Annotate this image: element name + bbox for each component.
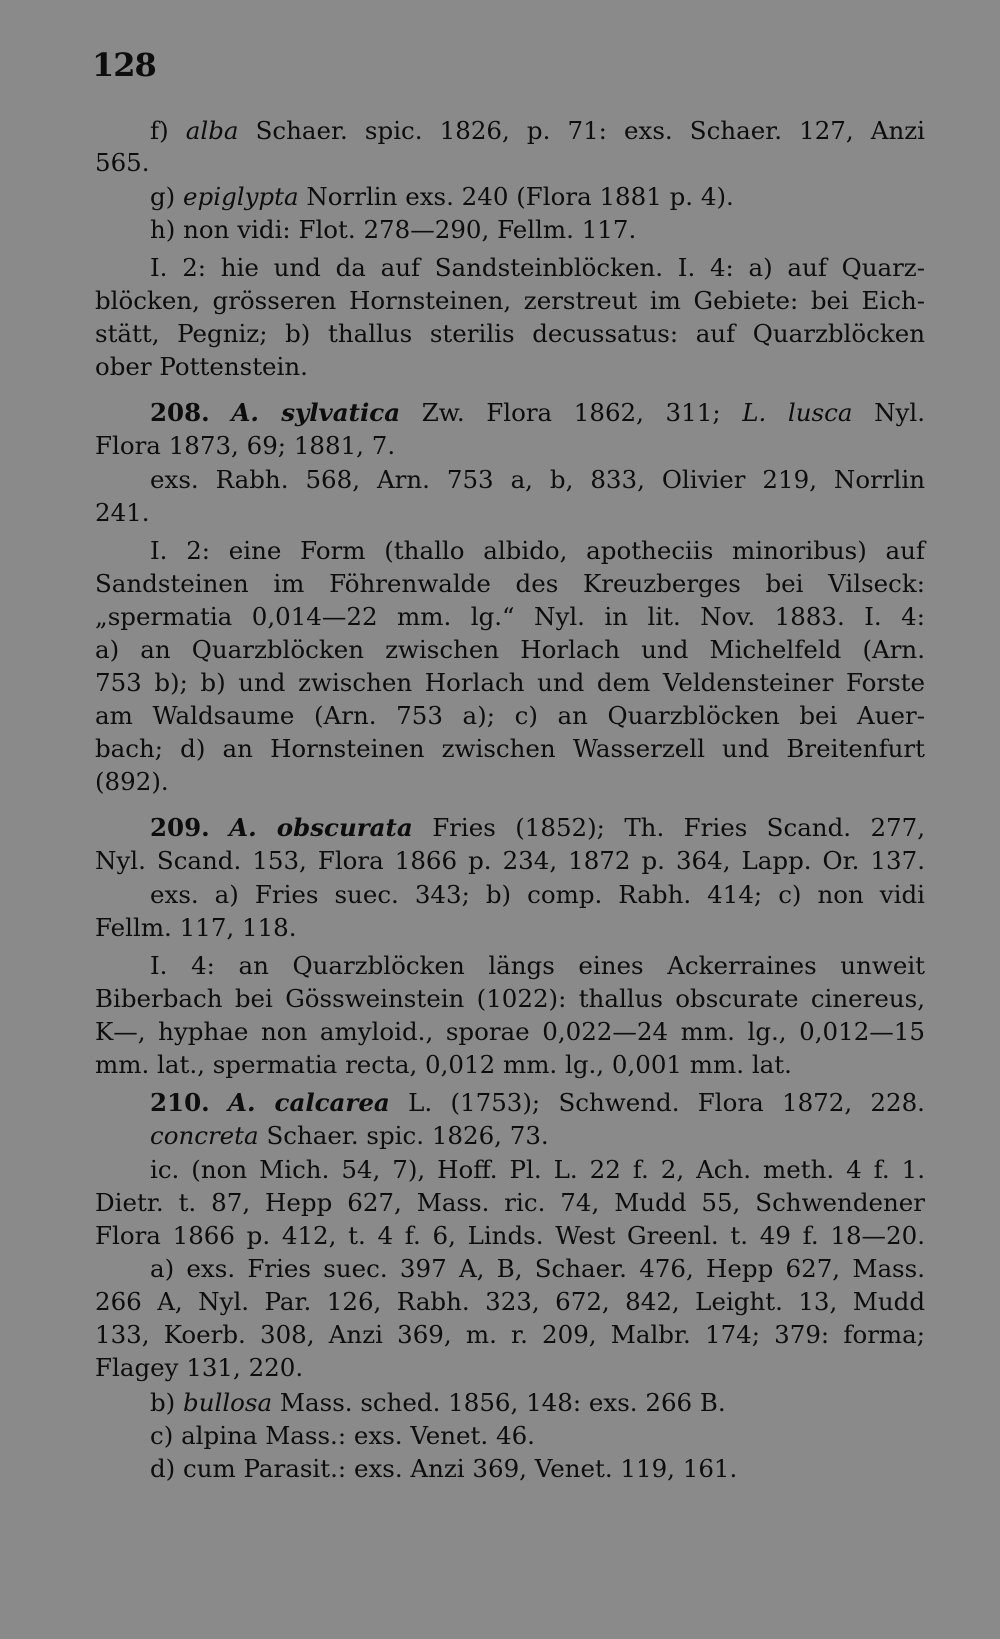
species-heading-210: 210. A. calcarea L. (1753); Schwend. Flora 1872, 228. xyxy=(150,1088,925,1117)
text-line: Biberbach bei Gössweinstein (1022): thallus obscurate cinereus, xyxy=(95,984,925,1013)
text-line: ic. (non Mich. 54, 7), Hoff. Pl. L. 22 f. 2, Ach. meth. 4 f. 1. xyxy=(150,1155,925,1184)
text-line: Nyl. Scand. 153, Flora 1866 p. 234, 1872 p. 364, Lapp. Or. 137. xyxy=(95,846,925,875)
text-line: g) epiglypta Norrlin exs. 240 (Flora 1881 p. 4). xyxy=(150,182,734,211)
text-line: bach; d) an Hornsteinen zwischen Wasserzell und Breitenfurt xyxy=(95,734,925,763)
text-line: 753 b); b) und zwischen Horlach und dem Veldensteiner Forste xyxy=(95,668,925,697)
text-line: concreta Schaer. spic. 1826, 73. xyxy=(150,1121,549,1150)
text-line: Flora 1873, 69; 1881, 7. xyxy=(95,431,396,460)
text-line: d) cum Parasit.: exs. Anzi 369, Venet. 119, 161. xyxy=(150,1454,738,1483)
text-line: exs. Rabh. 568, Arn. 753 a, b, 833, Olivier 219, Norrlin xyxy=(150,465,925,494)
text-line: stätt, Pegniz; b) thallus sterilis decussatus: auf Quarzblöcken xyxy=(95,319,925,348)
text-line: 565. xyxy=(95,148,150,177)
text-line: mm. lat., spermatia recta, 0,012 mm. lg., 0,001 mm. lat. xyxy=(95,1050,792,1079)
text-line: „spermatia 0,014—22 mm. lg.“ Nyl. in lit. Nov. 1883. I. 4: xyxy=(95,602,925,631)
text-line: am Waldsaume (Arn. 753 a); c) an Quarzblöcken bei Auer- xyxy=(95,701,925,730)
text-line: 133, Koerb. 308, Anzi 369, m. r. 209, Malbr. 174; 379: forma; xyxy=(95,1320,925,1349)
page-number: 128 xyxy=(92,46,156,84)
text-line: I. 2: eine Form (thallo albido, apotheciis minoribus) auf xyxy=(150,536,925,565)
text-line: I. 4: an Quarzblöcken längs eines Ackerraines unweit xyxy=(150,951,925,980)
text-line: f) alba Schaer. spic. 1826, p. 71: exs. Schaer. 127, Anzi xyxy=(150,116,925,145)
text-line: blöcken, grösseren Hornsteinen, zerstreut im Gebiete: bei Eich- xyxy=(95,286,925,315)
text-line: I. 2: hie und da auf Sandsteinblöcken. I. 4: a) auf Quarz- xyxy=(150,253,925,282)
species-heading-209: 209. A. obscurata Fries (1852); Th. Fries Scand. 277, xyxy=(150,813,926,842)
text-line: Sandsteinen im Föhrenwalde des Kreuzberges bei Vilseck: xyxy=(95,569,925,598)
text-line: Dietr. t. 87, Hepp 627, Mass. ric. 74, Mudd 55, Schwendener xyxy=(95,1188,925,1217)
text-line: Flagey 131, 220. xyxy=(95,1353,304,1382)
text-line: a) an Quarzblöcken zwischen Horlach und Michelfeld (Arn. xyxy=(95,635,925,664)
text-line: K—, hyphae non amyloid., sporae 0,022—24 mm. lg., 0,012—15 xyxy=(95,1017,925,1046)
text-line: b) bullosa Mass. sched. 1856, 148: exs. 266 B. xyxy=(150,1388,726,1417)
text-line: ober Pottenstein. xyxy=(95,352,308,381)
text-line: 241. xyxy=(95,498,150,527)
text-line: Flora 1866 p. 412, t. 4 f. 6, Linds. West Greenl. t. 49 f. 18—20. xyxy=(95,1221,925,1250)
text-line: c) alpina Mass.: exs. Venet. 46. xyxy=(150,1421,535,1450)
text-line: a) exs. Fries suec. 397 A, B, Schaer. 476, Hepp 627, Mass. xyxy=(150,1254,925,1283)
text-line: 266 A, Nyl. Par. 126, Rabh. 323, 672, 842, Leight. 13, Mudd xyxy=(95,1287,925,1316)
text-line: (892). xyxy=(95,767,169,796)
text-line: h) non vidi: Flot. 278—290, Fellm. 117. xyxy=(150,215,637,244)
species-heading-208: 208. A. sylvatica Zw. Flora 1862, 311; L. lusca Nyl. xyxy=(150,398,925,427)
text-line: exs. a) Fries suec. 343; b) comp. Rabh. 414; c) non vidi xyxy=(150,880,925,909)
text-line: Fellm. 117, 118. xyxy=(95,913,297,942)
